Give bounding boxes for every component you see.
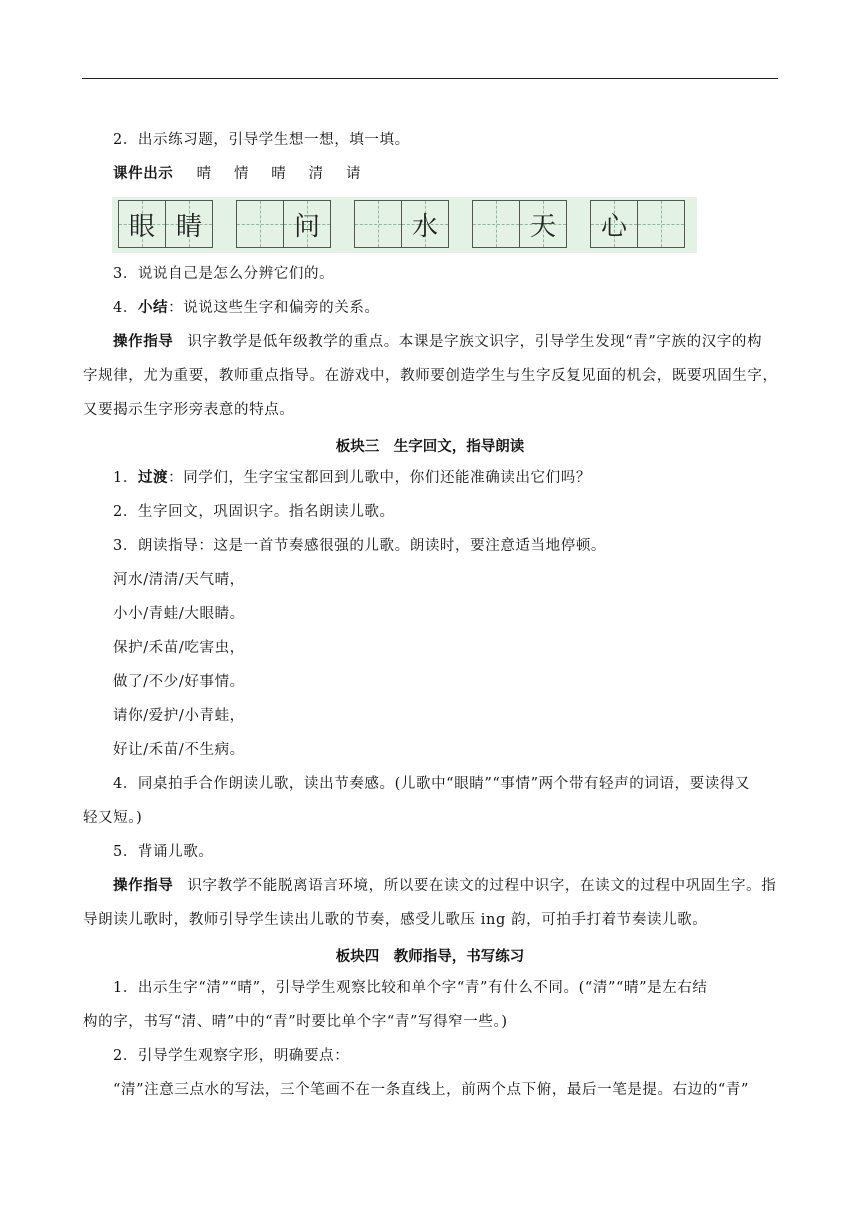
grid-group-1 xyxy=(118,200,212,248)
guide-2-line-2: 导朗读儿歌时，教师引导学生读出儿歌的节奏，感受儿歌压 ing 韵，可拍手打着节奏读儿歌。 xyxy=(83,912,708,928)
char-5: 请 xyxy=(345,166,362,182)
poem-line-3: 保护/禾苗/吃害虫， xyxy=(113,640,245,656)
poem-line-2: 小小/青蛙/大眼睛。 xyxy=(113,606,245,622)
b3-item-5: 5．背诵儿歌。 xyxy=(113,844,214,860)
courseware-chars xyxy=(197,166,378,182)
header-rule xyxy=(82,78,778,79)
item-4-summary: 4．小结：说说这些生字和偏旁的关系。 xyxy=(113,300,380,316)
summary-label: 小结 xyxy=(137,300,169,316)
guide-1-line-1: 操作指导 识字教学是低年级教学的重点。本课是字族文识字，引导学生发现“青”字族的汉字的构 xyxy=(113,334,763,350)
b4-item-1-line-1: 1．出示生字“清”“晴”，引导学生观察比较和单个字“青”有什么不同。(“清”“晴”是左右结 xyxy=(113,980,708,996)
b3-item-2: 2．生字回文，巩固识字。指名朗读儿歌。 xyxy=(113,504,395,520)
poem-line-6: 好让/禾苗/不生病。 xyxy=(113,742,245,758)
poem-line-4: 做了/不少/好事情。 xyxy=(113,674,245,690)
b3-item-3: 3．朗读指导：这是一首节奏感很强的儿歌。朗读时，要注意适当地停顿。 xyxy=(113,538,607,554)
b4-item-1-line-2: 构的字，书写“清、晴”中的“青”时要比单个字“青”写得窄一些。) xyxy=(83,1014,508,1030)
grid-cell: 天 xyxy=(519,200,567,248)
grid-cell-blank xyxy=(472,200,520,248)
courseware-line xyxy=(113,164,378,184)
char-2: 情 xyxy=(233,166,250,182)
char-4: 清 xyxy=(308,166,324,182)
courseware-label: 课件出示 xyxy=(113,166,174,182)
char-3: 晴 xyxy=(271,166,287,182)
section-heading-4: 板块四 教师指导，书写练习 xyxy=(335,949,525,965)
grid-group-2 xyxy=(236,200,330,248)
item-2: 2．出示练习题，引导学生想一想，填一填。 xyxy=(113,132,410,148)
guide-label: 操作指导 xyxy=(113,878,174,894)
b3-item-1: 1．过渡：同学们，生字宝宝都回到儿歌中，你们还能准确读出它们吗？ xyxy=(113,470,591,486)
grid-cell: 问 xyxy=(283,200,331,248)
b3-item-4-line-2: 轻又短。) xyxy=(83,810,143,826)
grid-cell-blank xyxy=(354,200,402,248)
grid-cell-blank xyxy=(637,200,685,248)
guide-label: 操作指导 xyxy=(113,334,174,350)
grid-cell-blank xyxy=(236,200,284,248)
tianzige-grid xyxy=(112,197,697,253)
char-1: 晴 xyxy=(196,166,212,182)
guide-1-line-2: 字规律，尤为重要，教师重点指导。在游戏中，教师要创造学生与生字反复见面的机会，既要巩固生字， xyxy=(83,368,778,384)
grid-cell: 心 xyxy=(590,200,638,248)
grid-group-3 xyxy=(354,200,448,248)
b3-item-4-line-1: 4．同桌拍手合作朗读儿歌，读出节奏感。(儿歌中“眼睛”“事情”两个带有轻声的词语，要读得又 xyxy=(113,776,751,792)
grid-group-4 xyxy=(472,200,566,248)
grid-cell: 睛 xyxy=(165,200,213,248)
b4-item-3: “清”注意三点水的写法，三个笔画不在一条直线上，前两个点下俯，最后一笔是提。右边的“青” xyxy=(113,1082,750,1098)
guide-2-line-1: 操作指导 识字教学不能脱离语言环境，所以要在读文的过程中识字，在读文的过程中巩固生字。指 xyxy=(113,878,777,894)
grid-cell: 眼 xyxy=(118,200,166,248)
poem-line-1: 河水/清清/天气晴， xyxy=(113,572,245,588)
poem-line-5: 请你/爱护/小青蛙， xyxy=(113,708,245,724)
guide-1-line-3: 又要揭示生字形旁表意的特点。 xyxy=(83,402,295,418)
section-heading-3: 板块三 生字回文，指导朗读 xyxy=(335,439,525,455)
grid-cell: 水 xyxy=(401,200,449,248)
grid-group-5 xyxy=(590,200,684,248)
b4-item-2: 2．引导学生观察字形，明确要点： xyxy=(113,1048,350,1064)
item-3: 3．说说自己是怎么分辨它们的。 xyxy=(113,266,335,282)
